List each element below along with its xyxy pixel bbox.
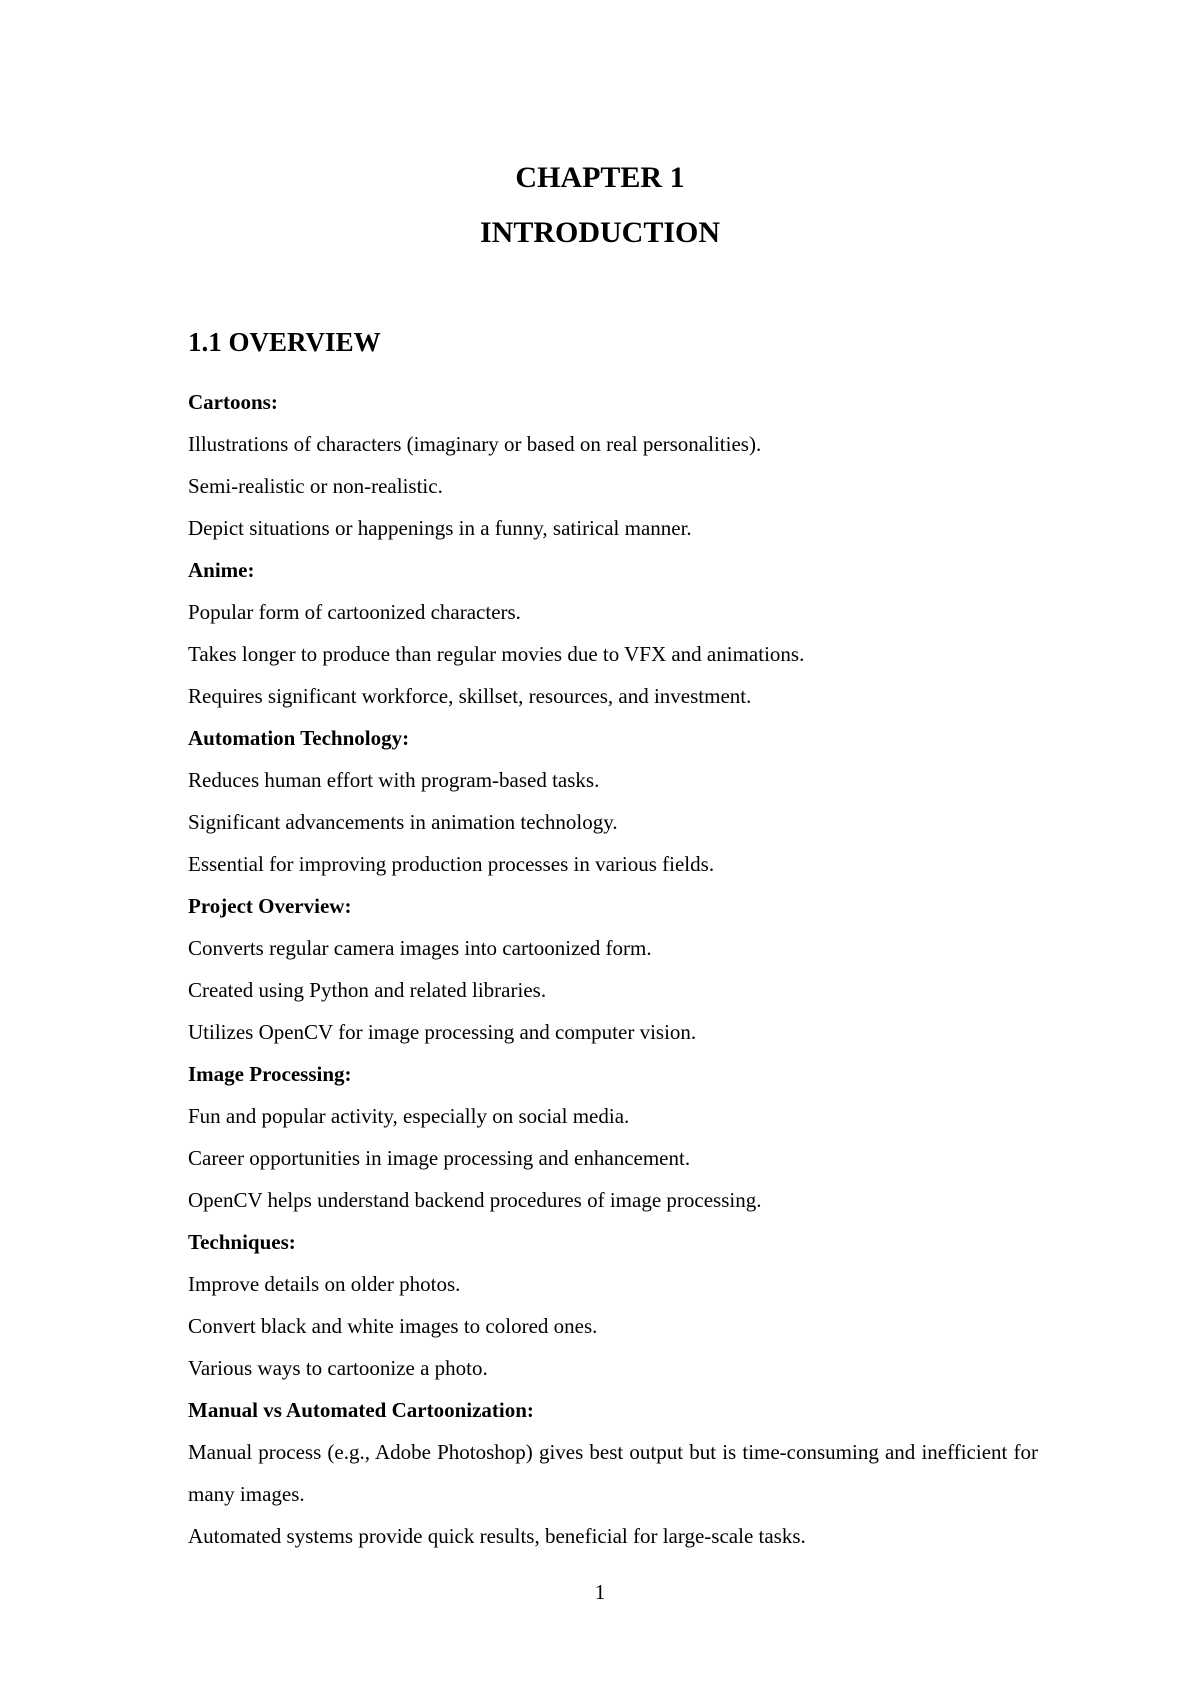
section-title: 1.1 OVERVIEW bbox=[188, 327, 381, 357]
topic-line: Semi-realistic or non-realistic. bbox=[188, 474, 443, 498]
topic-line: Improve details on older photos. bbox=[188, 1272, 461, 1296]
topic-line: Takes longer to produce than regular movies due to VFX and animations. bbox=[188, 642, 805, 666]
topic-group-techniques bbox=[188, 1221, 1038, 1389]
topic-line: Convert black and white images to colored ones. bbox=[188, 1314, 598, 1338]
topic-heading: Techniques: bbox=[188, 1230, 296, 1254]
topic-line: Various ways to cartoonize a photo. bbox=[188, 1356, 488, 1380]
topic-heading: Automation Technology: bbox=[188, 726, 410, 750]
section-body bbox=[188, 381, 1038, 1557]
topic-heading: Manual vs Automated Cartoonization: bbox=[188, 1398, 534, 1422]
topic-line: Utilizes OpenCV for image processing and computer vision. bbox=[188, 1020, 697, 1044]
topic-group-anime bbox=[188, 549, 1038, 717]
topic-group-manual-vs-automated bbox=[188, 1389, 1038, 1557]
topic-line: Manual process (e.g., Adobe Photoshop) gives best output but is time-consuming and inefficient for many images. bbox=[188, 1440, 1038, 1506]
chapter-title: INTRODUCTION bbox=[479, 216, 721, 249]
topic-line: Illustrations of characters (imaginary or based on real personalities). bbox=[188, 432, 762, 456]
topic-group-cartoons bbox=[188, 381, 1038, 549]
topic-group-image-processing bbox=[188, 1053, 1038, 1221]
topic-group-project-overview bbox=[188, 885, 1038, 1053]
topic-line: Significant advancements in animation technology. bbox=[188, 810, 618, 834]
topic-group-automation bbox=[188, 717, 1038, 885]
topic-line: Career opportunities in image processing and enhancement. bbox=[188, 1146, 691, 1170]
topic-line: Reduces human effort with program-based tasks. bbox=[188, 768, 600, 792]
page-number: 1 bbox=[594, 1580, 606, 1604]
topic-line: Popular form of cartoonized characters. bbox=[188, 600, 521, 624]
topic-line: Converts regular camera images into cartoonized form. bbox=[188, 936, 652, 960]
topic-line: OpenCV helps understand backend procedures of image processing. bbox=[188, 1188, 762, 1212]
topic-line: Fun and popular activity, especially on social media. bbox=[188, 1104, 630, 1128]
chapter-number: CHAPTER 1 bbox=[515, 161, 685, 194]
topic-heading: Image Processing: bbox=[188, 1062, 352, 1086]
topic-line: Automated systems provide quick results, beneficial for large-scale tasks. bbox=[188, 1524, 806, 1548]
topic-line: Created using Python and related libraries. bbox=[188, 978, 547, 1002]
topic-heading: Anime: bbox=[188, 558, 255, 582]
topic-line: Requires significant workforce, skillset, resources, and investment. bbox=[188, 684, 752, 708]
topic-heading: Project Overview: bbox=[188, 894, 352, 918]
topic-line: Depict situations or happenings in a funny, satirical manner. bbox=[188, 516, 692, 540]
topic-line: Essential for improving production processes in various fields. bbox=[188, 852, 715, 876]
topic-heading: Cartoons: bbox=[188, 390, 278, 414]
